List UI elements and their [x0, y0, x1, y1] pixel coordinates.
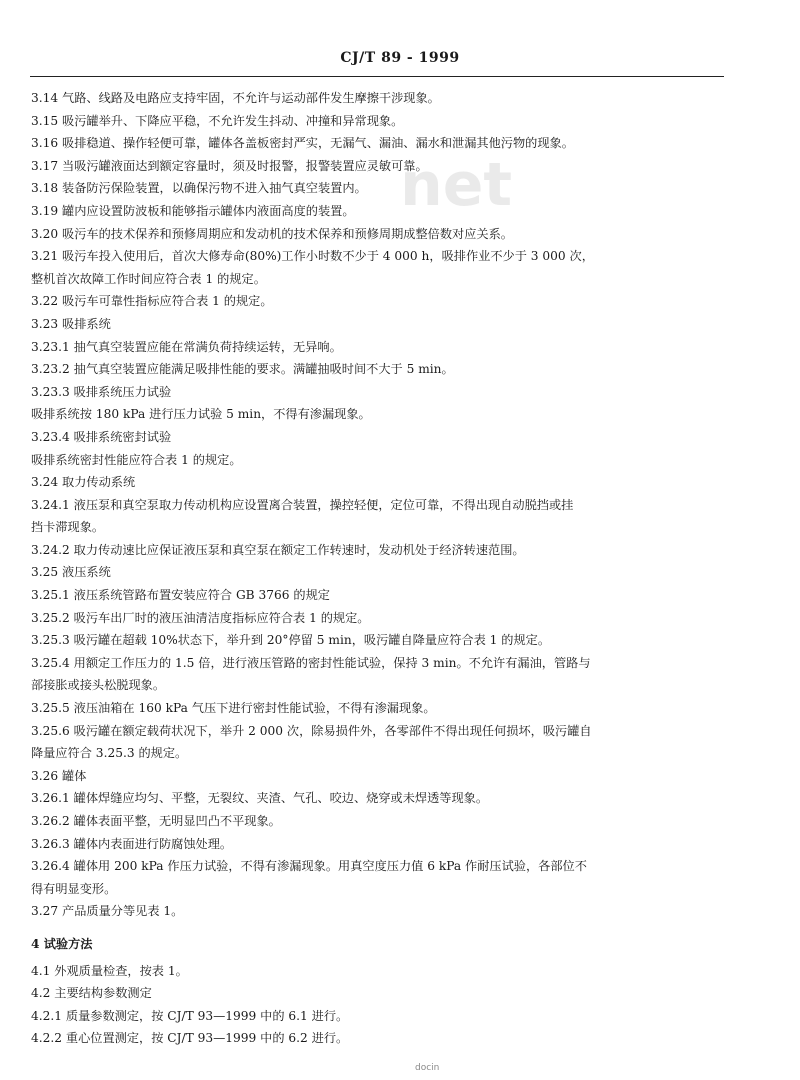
watermark: net	[400, 150, 513, 220]
clause-3-23: 3.23 吸排系统	[31, 316, 111, 331]
clause-4-2-1: 4.2.1 质量参数测定，按 CJ/T 93—1999 中的 6.1 进行。	[31, 1008, 349, 1023]
clause-3-26-4: 3.26.4 罐体用 200 kPa 作压力试验，不得有渗漏现象。用真空度压力值 6 kPa 作耐压试验，各部位不	[31, 859, 587, 874]
clause-3-24-2: 3.24.2 取力传动速比应保证液压泵和真空泵在额定工作转速时，发动机处于经济转速范围。	[31, 542, 525, 557]
clause-3-23-4: 3.23.4 吸排系统密封试验	[31, 429, 172, 444]
clause-3-26-2: 3.26.2 罐体表面平整，无明显凹凸不平现象。	[31, 814, 281, 828]
clause-3-26-4-cont: 得有明显变形。	[31, 881, 117, 896]
clause-3-27: 3.27 产品质量分等见表 1。	[31, 904, 184, 919]
clause-3-24-1-cont: 挡卡滞现象。	[31, 520, 105, 535]
clause-3-25-4: 3.25.4 用额定工作压力的 1.5 倍，进行液压管路的密封性能试验，保持 3 min。不允许有漏油，管路与	[31, 655, 591, 670]
clause-3-21: 3.21 吸污车投入使用后，首次大修寿命(80%)工作小时数不少于 4 000 h，吸排作业不少于 3 000 次，	[31, 249, 594, 264]
clause-3-22: 3.22 吸污车可靠性指标应符合表 1 的规定。	[31, 294, 273, 309]
clause-3-23-1: 3.23.1 抽气真空装置应能在常满负荷持续运转，无异响。	[31, 339, 342, 354]
clause-3-23-4-text: 吸排系统密封性能应符合表 1 的规定。	[31, 452, 242, 467]
footer-watermark: docin	[415, 1063, 440, 1073]
clause-3-24-1: 3.24.1 液压泵和真空泵取力传动机构应设置离合装置，操控轻便，定位可靠，不得出现自动脱挡或挂	[31, 497, 574, 512]
clause-3-25-2: 3.25.2 吸污车出厂时的液压油清洁度指标应符合表 1 的规定。	[31, 610, 370, 625]
clause-3-24: 3.24 取力传动系统	[31, 475, 136, 490]
clause-3-17: 3.17 当吸污罐液面达到额定容量时，须及时报警，报警装置应灵敏可靠。	[31, 158, 428, 173]
clause-3-25-4-cont: 部接胀或接头松脱现象。	[31, 678, 166, 693]
clause-3-20: 3.20 吸污车的技术保养和预修周期应和发动机的技术保养和预修周期成整倍数对应关系。	[31, 226, 513, 241]
clause-3-25-6: 3.25.6 吸污罐在额定载荷状况下，举升 2 000 次，除易损件外，各零部件不得出现任何损坏，吸污罐自	[31, 723, 592, 738]
clause-3-25: 3.25 液压系统	[31, 565, 111, 580]
clause-3-26-1: 3.26.1 罐体焊缝应均匀、平整，无裂纹、夹渣、气孔、咬边、烧穿或未焊透等现象。	[31, 791, 489, 806]
clause-3-26: 3.26 罐体	[31, 768, 87, 783]
section-gap	[31, 926, 721, 936]
clause-3-15: 3.15 吸污罐举升、下降应平稳，不允许发生抖动、冲撞和异常现象。	[31, 113, 404, 128]
clause-3-26-3: 3.26.3 罐体内表面进行防腐蚀处理。	[31, 836, 233, 851]
clause-3-25-1: 3.25.1 液压系统管路布置安装应符合 GB 3766 的规定	[31, 588, 330, 603]
page-header-code: CJ/T 89 - 1999	[340, 50, 460, 66]
clause-3-23-2: 3.23.2 抽气真空装置应能满足吸排性能的要求。满罐抽吸时间不大于 5 min。	[31, 362, 454, 377]
clause-3-25-3: 3.25.3 吸污罐在超载 10%状态下，举升到 20°停留 5 min，吸污罐自降量应符合表 1 的规定。	[31, 633, 551, 648]
clause-3-25-5: 3.25.5 液压油箱在 160 kPa 气压下进行密封性能试验，不得有渗漏现象。	[31, 701, 436, 716]
clause-3-23-3: 3.23.3 吸排系统压力试验	[31, 384, 172, 399]
clause-3-25-6-cont: 降量应符合 3.25.3 的规定。	[31, 746, 188, 761]
section-4-heading: 4 试验方法	[31, 936, 93, 951]
clause-3-23-3-text: 吸排系统按 180 kPa 进行压力试验 5 min，不得有渗漏现象。	[31, 407, 371, 422]
document-body	[31, 90, 721, 1053]
clause-4-1: 4.1 外观质量检查，按表 1。	[31, 963, 188, 978]
clause-3-14: 3.14 气路、线路及电路应支持牢固，不允许与运动部件发生摩擦干涉现象。	[31, 91, 440, 105]
clause-3-21-cont: 整机首次故障工作时间应符合表 1 的规定。	[31, 271, 266, 286]
clause-3-18: 3.18 装备防污保险装置，以确保污物不进入抽气真空装置内。	[31, 181, 367, 196]
clause-3-16: 3.16 吸排稳道、操作轻便可靠，罐体各盖板密封严实，无漏气、漏油、漏水和泄漏其他污物的现象。	[31, 136, 574, 151]
clause-3-19: 3.19 罐内应设置防波板和能够指示罐体内液面高度的装置。	[31, 203, 355, 218]
clause-4-2-2: 4.2.2 重心位置测定，按 CJ/T 93—1999 中的 6.2 进行。	[31, 1031, 349, 1046]
header-rule	[30, 76, 724, 77]
clause-4-2: 4.2 主要结构参数测定	[31, 986, 152, 1001]
